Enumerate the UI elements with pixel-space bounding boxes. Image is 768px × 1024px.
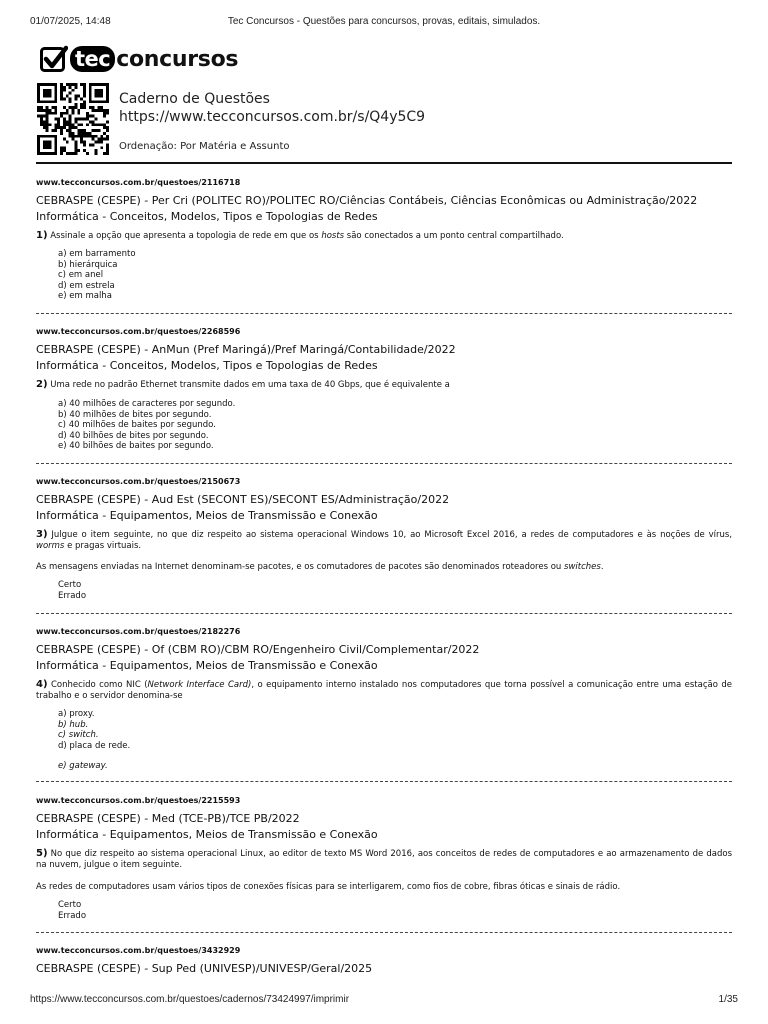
logo-concursos: concursos xyxy=(116,46,239,72)
caderno-url[interactable]: https://www.tecconcursos.com.br/s/Q4y5C9 xyxy=(119,109,426,125)
option-b[interactable]: b) hub. xyxy=(58,719,89,730)
question-options xyxy=(58,399,235,452)
header-divider xyxy=(36,162,732,164)
question-url[interactable]: www.tecconcursos.com.br/questoes/2150673 xyxy=(36,477,241,486)
question-url[interactable]: www.tecconcursos.com.br/questoes/2215593 xyxy=(36,796,241,805)
option-e[interactable]: e) gateway. xyxy=(58,761,108,771)
question-exam: CEBRASPE (CESPE) - Sup Ped (UNIVESP)/UNIVESP/Geral/2025 xyxy=(36,962,373,975)
question-options xyxy=(58,249,136,302)
question-subject: Informática - Equipamentos, Meios de Transmissão e Conexão xyxy=(36,659,378,672)
option-errado[interactable]: Errado xyxy=(58,590,87,601)
question-exam: CEBRASPE (CESPE) - Per Cri (POLITEC RO)/POLITEC RO/Ciências Contábeis, Ciências Econômicas ou Administração/2022 xyxy=(36,194,698,207)
question-separator xyxy=(36,463,732,464)
question-url[interactable]: www.tecconcursos.com.br/questoes/2116718 xyxy=(36,178,241,187)
question-subject: Informática - Conceitos, Modelos, Tipos e Topologias de Redes xyxy=(36,210,378,223)
question-text: 2) Uma rede no padrão Ethernet transmite dados em uma taxa de 40 Gbps, que é equivalente a xyxy=(36,379,450,390)
question-text: 1) Assinale a opção que apresenta a topologia de rede em que os hosts são conectados a um ponto central compartilhado. xyxy=(36,230,564,241)
print-datetime: 01/07/2025, 14:48 xyxy=(30,16,111,27)
question-separator xyxy=(36,781,732,782)
question-options xyxy=(58,580,86,601)
logo-tec: tec xyxy=(70,46,115,72)
print-footer xyxy=(30,994,738,1008)
question-text: 3) Julgue o item seguinte, no que diz respeito ao sistema operacional Windows 10, ao Microsoft Excel 2016, a redes de computadores e às noções de vírus, worms e pragas virtuais. xyxy=(36,529,732,551)
question-url[interactable]: www.tecconcursos.com.br/questoes/3432929 xyxy=(36,946,241,955)
question-url[interactable]: www.tecconcursos.com.br/questoes/2268596 xyxy=(36,327,241,336)
question-text: 5) No que diz respeito ao sistema operacional Linux, ao editor de texto MS Word 2016, aos conceitos de redes de computadores e ao armazenamento de dados na nuvem, julgue o item seguinte. xyxy=(36,848,733,870)
option-certo[interactable]: Certo xyxy=(58,900,82,910)
option-certo[interactable]: Certo xyxy=(58,580,82,590)
question-statement: As mensagens enviadas na Internet denominam-se pacotes, e os comutadores de pacotes são denominados roteadores ou switches. xyxy=(36,562,604,572)
option-errado[interactable]: Errado xyxy=(58,910,87,921)
option-c[interactable]: c) switch. xyxy=(58,730,99,740)
page-number: 1/35 xyxy=(718,994,738,1005)
question-number: 3) xyxy=(36,529,48,540)
print-header xyxy=(30,16,738,30)
option-e[interactable]: e) 40 bilhões de baites por segundo. xyxy=(58,441,214,451)
option-d[interactable]: d) em estrela xyxy=(58,280,115,291)
question-exam: CEBRASPE (CESPE) - AnMun (Pref Maringá)/Pref Maringá/Contabilidade/2022 xyxy=(36,343,456,356)
option-e[interactable]: e) em malha xyxy=(58,291,112,301)
checkmark-icon xyxy=(40,45,68,73)
option-a[interactable]: a) 40 milhões de caracteres por segundo. xyxy=(58,399,236,409)
question-separator xyxy=(36,932,732,933)
question-exam: CEBRASPE (CESPE) - Of (CBM RO)/CBM RO/Engenheiro Civil/Complementar/2022 xyxy=(36,643,480,656)
option-b[interactable]: b) hierárquica xyxy=(58,259,118,270)
question-number: 5) xyxy=(36,848,48,859)
caderno-title: Caderno de Questões xyxy=(119,91,270,107)
question-exam: CEBRASPE (CESPE) - Aud Est (SECONT ES)/SECONT ES/Administração/2022 xyxy=(36,493,450,506)
question-text: 4) Conhecido como NIC (Network Interface Card), o equipamento interno instalado nos computadores que torna possível a comunicação entre uma estação de trabalho e o servidor denomina-se xyxy=(36,679,732,701)
option-c[interactable]: c) em anel xyxy=(58,270,104,280)
question-separator xyxy=(36,613,732,614)
question-number: 1) xyxy=(36,230,48,241)
print-footer-url[interactable]: https://www.tecconcursos.com.br/questoes/cadernos/73424997/imprimir xyxy=(30,994,350,1005)
qr-code xyxy=(37,83,109,155)
question-options xyxy=(58,900,86,921)
option-a[interactable]: a) em barramento xyxy=(58,249,136,259)
option-b[interactable]: b) 40 milhões de bites por segundo. xyxy=(58,409,212,420)
question-exam: CEBRASPE (CESPE) - Med (TCE-PB)/TCE PB/2022 xyxy=(36,812,300,825)
ordenacao-label: Ordenação: Por Matéria e Assunto xyxy=(119,141,290,152)
question-separator xyxy=(36,313,732,314)
tecconcursos-logo[interactable] xyxy=(40,42,238,76)
option-a[interactable]: a) proxy. xyxy=(58,709,95,719)
question-subject: Informática - Equipamentos, Meios de Transmissão e Conexão xyxy=(36,828,378,841)
question-subject: Informática - Equipamentos, Meios de Transmissão e Conexão xyxy=(36,509,378,522)
print-page-title: Tec Concursos - Questões para concursos, provas, editais, simulados. xyxy=(227,16,541,27)
option-c[interactable]: c) 40 milhões de baites por segundo. xyxy=(58,420,216,430)
question-options xyxy=(58,709,130,772)
question-subject: Informática - Conceitos, Modelos, Tipos e Topologias de Redes xyxy=(36,359,378,372)
option-d[interactable]: d) 40 bilhões de bites por segundo. xyxy=(58,430,209,441)
question-url[interactable]: www.tecconcursos.com.br/questoes/2182276 xyxy=(36,627,241,636)
question-number: 2) xyxy=(36,379,48,390)
option-d[interactable]: d) placa de rede. xyxy=(58,740,131,751)
question-number: 4) xyxy=(36,679,48,690)
question-statement: As redes de computadores usam vários tipos de conexões físicas para se interligarem, como fios de cobre, fibras óticas e sinais de rádio. xyxy=(36,882,621,892)
